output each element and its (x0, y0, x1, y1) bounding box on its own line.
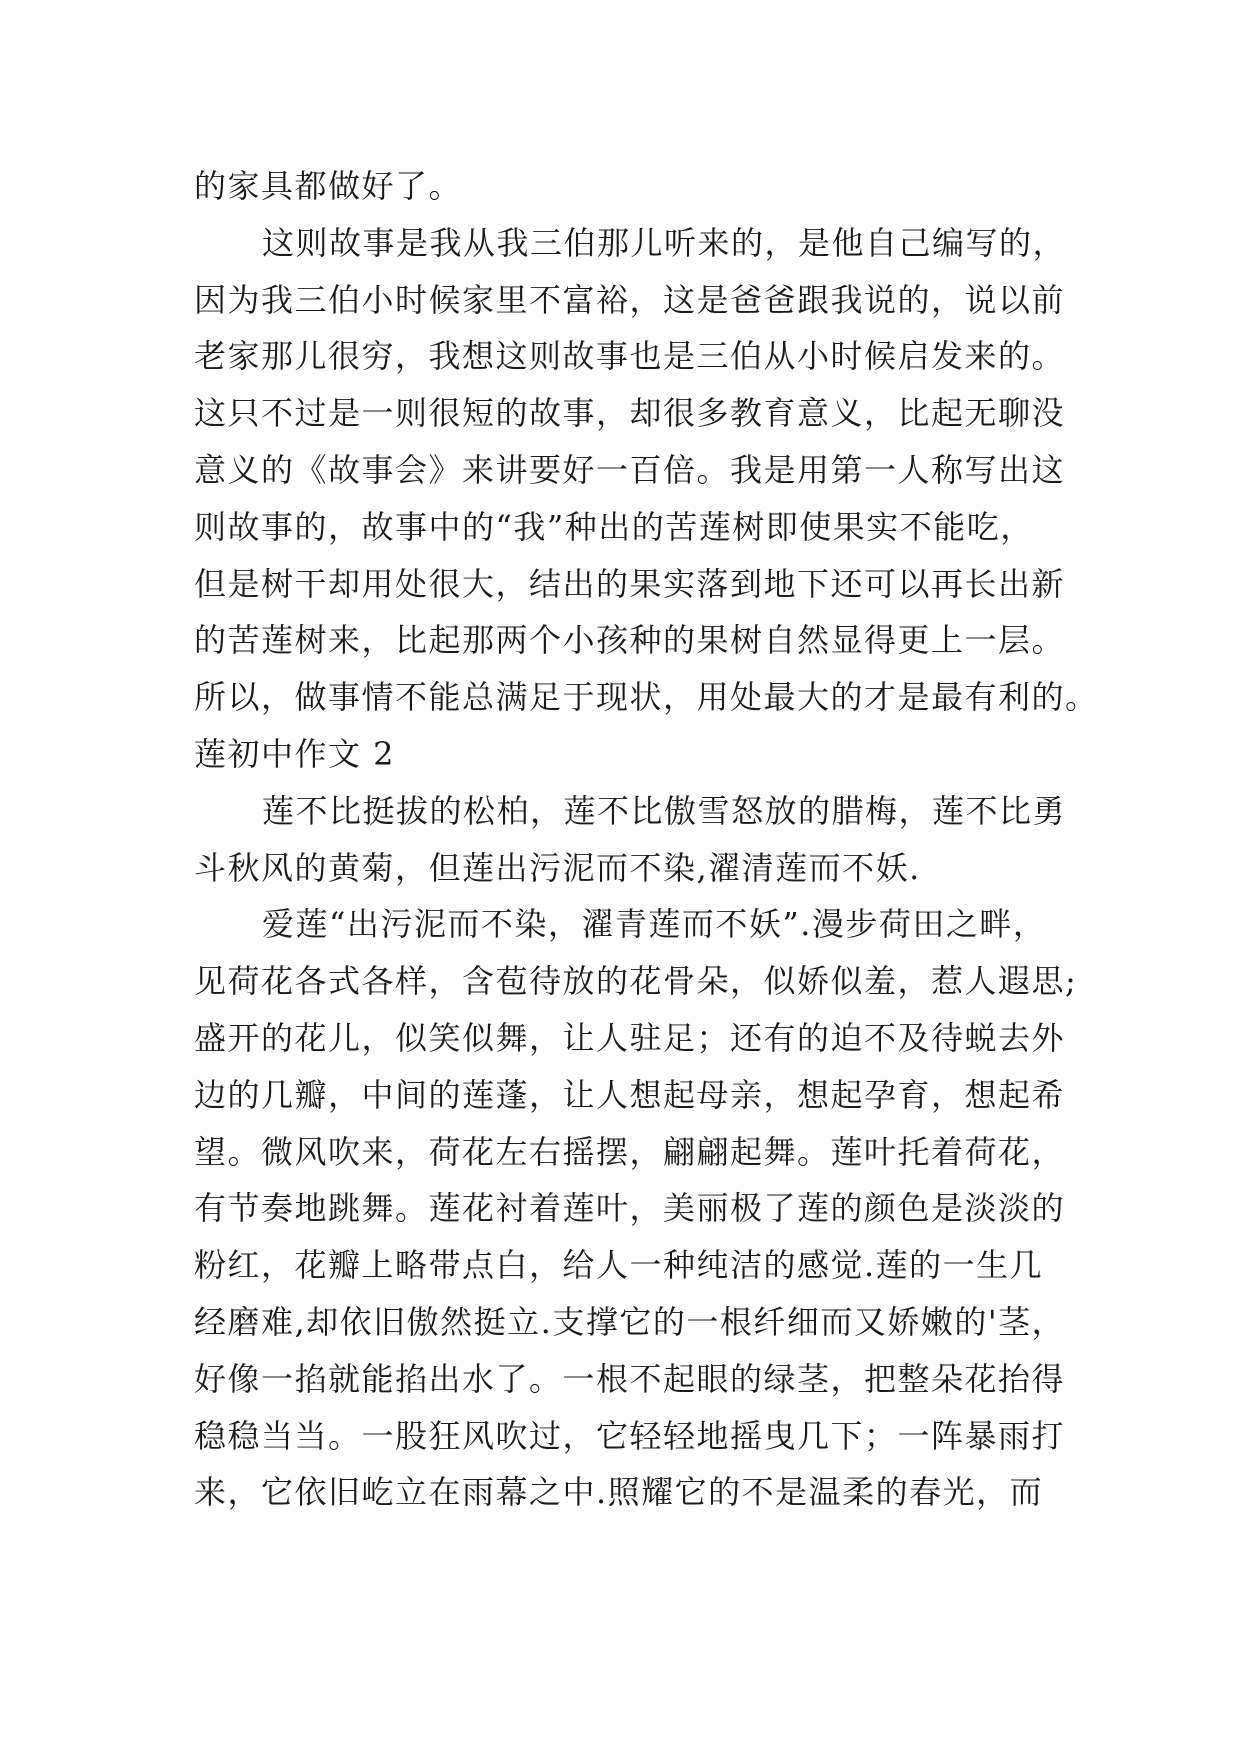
text-line: 莲初中作文 2 (194, 734, 396, 773)
text-line: 的家具都做好了。 (194, 167, 463, 205)
text-line: 粉红，花瓣上略带点白，给人一种纯洁的感觉.莲的一生几 (194, 1246, 1044, 1285)
text-line: 望。微风吹来，荷花左右摇摆，翩翩起舞。莲叶托着荷花， (194, 1132, 1066, 1171)
text-line: 爱莲“出污泥而不染，濯青莲而不妖”.漫步荷田之畔， (262, 905, 1047, 944)
text-line: 意义的《故事会》来讲要好一百倍。我是用第一人称写出这 (194, 450, 1066, 489)
text-line: 但是树干却用处很大，结出的果实落到地下还可以再长出新 (194, 564, 1066, 603)
text-line: 盛开的花儿，似笑似舞，让人驻足；还有的迫不及待蜕去外 (194, 1018, 1066, 1057)
text-line: 这则故事是我从我三伯那儿听来的，是他自己编写的， (262, 223, 1067, 262)
text-line: 这只不过是一则很短的故事，却很多教育意义，比起无聊没 (194, 394, 1066, 433)
text-line: 因为我三伯小时候家里不富裕，这是爸爸跟我说的，说以前 (194, 280, 1066, 319)
text-line: 来，它依旧屹立在雨幕之中.照耀它的不是温柔的春光，而 (194, 1473, 1044, 1512)
text-line: 有节奏地跳舞。莲花衬着莲叶，美丽极了莲的颜色是淡淡的 (194, 1189, 1066, 1228)
body-text (194, 158, 1099, 1521)
text-line: 则故事的，故事中的“我”种出的苦莲树即使果实不能吃， (194, 507, 1034, 546)
text-line: 的苦莲树来，比起那两个小孩种的果树自然显得更上一层。 (194, 621, 1066, 660)
text-line: 好像一掐就能掐出水了。一根不起眼的绿茎，把整朵花抬得 (194, 1359, 1066, 1398)
text-line: 见荷花各式各样，含苞待放的花骨朵，似娇似羞，惹人遐思; (194, 962, 1078, 1001)
text-line: 斗秋风的黄菊，但莲出污泥而不染,濯清莲而不妖. (194, 848, 921, 887)
text-line: 经磨难,却依旧傲然挺立.支撑它的一根纤细而又娇嫩的'茎， (194, 1302, 1066, 1341)
text-line: 所以，做事情不能总满足于现状，用处最大的才是最有利的。 (194, 678, 1099, 717)
text-line: 稳稳当当。一股狂风吹过，它轻轻地摇曳几下；一阵暴雨打 (194, 1416, 1066, 1455)
text-line: 老家那儿很穷，我想这则故事也是三伯从小时候启发来的。 (194, 337, 1066, 376)
text-line: 边的几瓣，中间的莲蓬，让人想起母亲，想起孕育，想起希 (194, 1075, 1066, 1114)
text-line: 莲不比挺拔的松柏，莲不比傲雪怒放的腊梅，莲不比勇 (262, 791, 1067, 830)
